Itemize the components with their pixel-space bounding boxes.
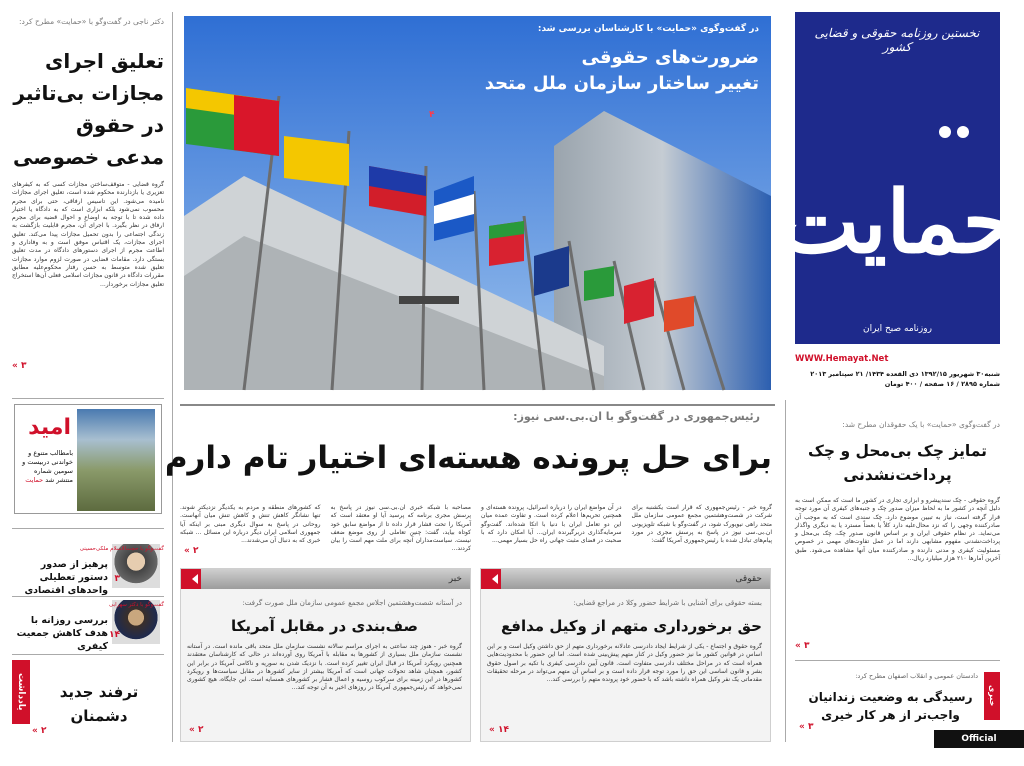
top-story-headline[interactable]: ضرورت‌های حقوقی bbox=[581, 47, 759, 68]
newspaper-logo bbox=[778, 52, 1016, 302]
legal-news-box[interactable] bbox=[480, 568, 771, 742]
main-col-3: مصاحبه با شبکه خبری ان.بی.سی نیوز در پاسخ به پرسش مجری برنامه که پرسید آیا او معتقد است که آمریکا را تحت فشار قرار داده تا از مواضع سابق خود کوتاه بیاید، گفت: چنین تعاملی از روی موضع ضعف نیست. سیاست‌مداران آنچه برای ملت مهم است را بیان کردند... bbox=[330, 504, 471, 553]
news-kicker: بسته حقوقی برای آشنایی با شرایط حضور وکلا در مراجع قضایی: bbox=[573, 599, 762, 607]
masthead-tagline: نخستین روزنامه حقوقی و قضایی کشور bbox=[814, 26, 980, 54]
masthead-subtitle: روزنامه صبح ایران bbox=[863, 324, 932, 334]
story-body: گروه حقوقی - چک سند‌پیشرو و ابزاری تجاری در کشور ما است که ممکن است به دلیل آنچه در کشور ما به لحاظ میزان صدور چک و جنبه‌های کیفری آن مورد توجه قرار گرفته است، نیاز به تبیین موضوع دارد. چک سندی است که به موجب آن صادرکننده وجهی را که نزد محال‌علیه دارد کلاً یا بعضاً مسترد یا به دیگری واگذار می‌نماید. در نظام حقوقی ایران و بر اساس قانون صدور چک، چک بی‌محل و پرداخت‌نشدنی مفهوم مشابهی دارند اما در عمل تفاوت‌های مهمی در خصوص مسئولیت کیفری و مدنی دارنده و صادرکننده میان آنها مشاهده می‌شود. طبق آخرین آمارها ۲۱۰ هزار میلیارد ریال... bbox=[795, 497, 1000, 563]
story-kicker: در گفت‌وگوی «حمایت» با یک حقوقدان مطرح شد: bbox=[842, 420, 1000, 429]
news-headline[interactable]: صف‌بندی در مقابل آمریکا bbox=[230, 617, 418, 635]
brief-headline[interactable]: پرهیز از صدور دستور تعطیلی واحدهای اقتصادی bbox=[24, 559, 108, 596]
news-body: گروه حقوق و اجتماع - یکی از شرایط ایجاد دادرسی عادلانه برخورداری متهم از حق داشتن وکیل است و بر این اساس در قوانین کشور ما نیز حضور وکیل در کنار متهم پیش‌بینی شده است. اما این حضور با محدودیت‌هایی همراه است که در مراحل مختلف دادرسی متفاوت است. قانون آیین دادرسی کیفری با تکیه بر اصول حقوق بشر و قانون اساسی این حق را مورد توجه قرار داده است و بر اساس آن متهم می‌تواند در مرحله تحقیقات مقدماتی یک نفر وکیل همراه داشته باشد که با حضور خود پرونده متهم را بررسی کند... bbox=[487, 643, 762, 684]
right-column-story[interactable] bbox=[795, 420, 1000, 652]
issue-line: شماره ۲۸۹۵ / ۱۶ صفحه / ۴۰۰ تومان bbox=[884, 380, 1000, 388]
top-story-photo[interactable] bbox=[184, 16, 771, 390]
page-ref: ۴ bbox=[429, 110, 435, 120]
date-line: شنبه۳۰ شهریور ۱۳۹۲/۱۵ ذی القعده ۱۴۳۴/ ۲۱ سپتامبر ۲۰۱۳ bbox=[810, 370, 1000, 378]
masthead-info bbox=[795, 354, 1000, 388]
page-ref: ۲ » bbox=[189, 725, 204, 735]
main-story-kicker: رئیس‌جمهوری در گفت‌وگو با ان.بی.سی نیوز: bbox=[513, 410, 760, 423]
brief-story-2[interactable] bbox=[12, 600, 164, 652]
omid-text: بامطالب متنوع و خواندنی دربیست و سومین شماره منتشر شد حمایت bbox=[22, 449, 73, 484]
news-body: گروه خبر - هنوز چند ساعتی به اجرای مراسم سالانه نشست سازمان ملل متحد باقی مانده است. در آستانه نشست سازمان ملل بسیاری از کشورها به مقابله با آمریکا روی آورده‌اند در حالی که کارشناسان معتقدند همچنین رویکرد آمریکا در قبال ایران تغییر کرده است. با نزدیک شدن به سوریه و ناکامی آمریکا در برابر این کشور، همچنان شاهد تحولات جهانی است که آمریکا بیشتر از سایر کشورها در مقابل سیاست‌ها و رویکرد کشورها در این زمینه برای سرکوب روسیه و اعمال فشار بر کشورهای همسایه است. این جایگاه، هیچ کشوری نمی‌خواهد که رئیس‌جمهوری آمریکا در روزهای اخیر به آن توجه کند... bbox=[187, 643, 462, 692]
brief-tag: گفت‌وگو با دکتر سهرابی bbox=[109, 602, 164, 608]
official-publication-label: Official publication bbox=[934, 730, 1024, 748]
story-headline[interactable]: تمایز چک بی‌محل و چک پرداخت‌نشدنی bbox=[808, 442, 987, 484]
page-ref: ۳ » bbox=[799, 722, 814, 732]
section-tab: خبر bbox=[181, 569, 470, 589]
logo-text: حمایت bbox=[778, 172, 1016, 273]
brief-story-1[interactable] bbox=[12, 544, 164, 596]
main-story-headline[interactable]: برای حل پرونده هسته‌ای اختیار تام دارم bbox=[164, 440, 772, 476]
page-ref: ۳ » bbox=[795, 641, 810, 651]
page-ref: ۱۴ bbox=[109, 630, 120, 640]
main-story[interactable] bbox=[164, 410, 772, 560]
top-story-subheadline[interactable]: تغییر ساختار سازمان ملل متحد bbox=[484, 73, 759, 94]
left-column-story[interactable] bbox=[12, 16, 164, 388]
news-kicker: در آستانه شصت‌وهشتمین اجلاس مجمع عمومی سازمان ملل صورت گرفت: bbox=[242, 599, 462, 607]
editorial-note[interactable] bbox=[12, 660, 164, 742]
brief-headline[interactable]: بررسی روزانه با هدف کاهش جمعیت کیفری bbox=[16, 615, 108, 652]
story-kicker: دادستان عمومی و انقلاب اصفهان مطرح کرد: bbox=[855, 672, 978, 680]
masthead[interactable] bbox=[778, 12, 1016, 344]
news-headline[interactable]: حق برخورداری متهم از وکیل مدافع bbox=[500, 617, 762, 635]
main-col-2: در آن مواضع ایران را درباره اسرائیل، پرونده هسته‌ای و همچنین تحریم‌ها اعلام کرده است. و تفاوت عمده میان این دو تعامل ایران با دنیا با اتکا شده‌اند. گفت‌وگو سرمایه‌گذاری دربرگیرنده ایران... آیا امکان دارد که با صحبت در فضای مثبت جهانی راه حل بسیار مهمی... bbox=[481, 504, 622, 545]
page-ref: ۱۴ » bbox=[489, 725, 509, 735]
page-ref: ۳ bbox=[114, 574, 120, 584]
story-headline[interactable]: رسیدگی به وضعیت زندانیان واجب‌تر از هر کار خیری bbox=[808, 690, 973, 722]
main-story-columns bbox=[180, 504, 772, 560]
section-tab: حقوقی bbox=[481, 569, 770, 589]
main-col-1: گروه خبر - رئیس‌جمهوری که قرار است یکشنبه برای شرکت در شصت‌وهشتمین مجمع عمومی سازمان ملل متحد راهی نیویورک شود، در گفت‌وگو با شبکه تلویزیونی ان.بی.سی نیوز در پاسخ به پرسش مجری در مورد پیام‌های تبادل شده با رئیس‌جمهوری آمریکا گفت: bbox=[631, 504, 772, 545]
website-link[interactable]: WWW.Hemayat.Net bbox=[795, 354, 889, 364]
story-kicker: دکتر ناجی در گفت‌وگو با «حمایت» مطرح کرد: bbox=[18, 17, 164, 26]
brief-tag: گفت‌وگو با حجت‌الاسلام ملکی‌حسینی bbox=[79, 546, 164, 552]
world-news-box[interactable] bbox=[180, 568, 471, 742]
note-headline[interactable]: ترفند جدید دشمنان bbox=[59, 683, 139, 725]
news-badge: خبری bbox=[984, 672, 1000, 720]
story-headline[interactable]: تعلیق اجرای مجازات بی‌تاثیر در حقوق مدعی خصوصی bbox=[12, 49, 164, 169]
magazine-cover bbox=[77, 409, 155, 511]
omid-title: امید bbox=[28, 415, 71, 440]
main-col-4: که کشورهای منطقه و مردم به یکدیگر نزدیکتر شوند. تنها نشانگر کاهش تنش و کاهش تنش میان آنهاست. روحانی در پاسخ به سوال دیگری مبنی بر اینکه آیا جمهوری اسلامی ایران دیگر درباره این مسائل ... شبکه خبری که به دنبال آن می‌شدند... bbox=[180, 504, 321, 545]
omid-magazine-ad[interactable] bbox=[14, 404, 162, 514]
note-badge: یادداشت bbox=[12, 660, 30, 724]
story-body: گروه قضایی - متوقف‌ساختن مجازات کسی که به کیفرهای تعزیری یا بازدارنده محکوم شده است، تعلیق اجرای مجازات نامیده می‌شود. این تاسیس ارفاقی، حتی برای مجرم محسوب نمی‌شود بلکه ابزاری است که به دادگاه یا اختیار داده شده تا با توجه به اوضاع و احوال قضیه برای مجرم ارفاق در نظر بگیرد. با اجرای آن، مجرم قابلیت بازگشت به زندگی اجتماعی را بدون تحمیل مجازات پیدا می‌کند. تعلیق اجرای مجازات، یک اقتباس موفق است و به وفاداری و اطاعت مجرم از اجرای دستورهای دادگاه در مدت تعلیق بستگی دارد. مقامات قضایی در صورت لزوم موارد مجازات تعلیق شده متوسط به حسن رفتار محکوم‌علیه مطابق مقررات دادگاه در قانون مجازات اسلامی فعلی آن‌ها استخراج تعلیق مجازات برخوردار... bbox=[12, 181, 164, 288]
page-ref: ۲ » bbox=[184, 546, 199, 556]
top-story-kicker: در گفت‌وگوی «حمایت» با کارشناسان بررسی شد: bbox=[537, 24, 759, 34]
page-ref: ۳ » bbox=[12, 361, 27, 371]
page-ref: ۲ » bbox=[32, 726, 47, 736]
top-story-overlay[interactable] bbox=[429, 24, 759, 121]
